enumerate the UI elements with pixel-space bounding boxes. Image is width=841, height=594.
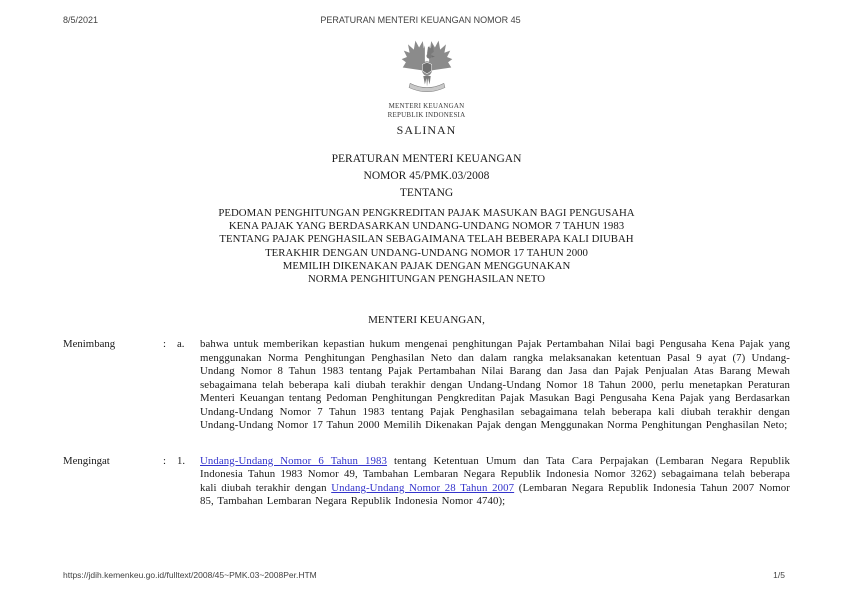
regulation-number: NOMOR 45/PMK.03/2008 [363,170,490,182]
law-link[interactable]: Undang-Undang Nomor 28 Tahun 2007 [331,481,515,494]
regulation-heading: PERATURAN MENTERI KEUANGAN [331,153,522,165]
copy-stamp: SALINAN [396,123,457,137]
mengingat-section [63,455,790,509]
print-page-indicator: 1/5 [773,570,785,580]
menimbang-label: Menimbang [63,338,116,351]
regulation-title-line: KENA PAJAK YANG BERDASARKAN UNDANG-UNDANG NOMOR 7 TAHUN 1983 [228,220,625,233]
mengingat-colon: : [163,454,166,467]
menimbang-item-text: bahwa untuk memberikan kepastian hukum mengenai penghitungan Pajak Pertambahan Nilai bagi Pengusaha Kena Pajak yang menggunakan Norma Penghitungan Penghasilan Neto dan dalam rangka melaksanakan ketentuan Pasal 9 ayat (7) Undang-Undang Nomor 8 Tahun 1983 tentang Pajak Pertambahan Nilai Barang dan Jasa dan Pajak Penjualan Atas Barang Mewah sebagaimana telah beberapa kali diubah terakhir dengan Undang-Undang Nomor 18 Tahun 2000, perlu menetapkan Peraturan Menteri Keuangan tentang Pedoman Penghitungan Pengkreditan Pajak Masukan Bagi Pengusaha Kena Pajak yang Berdasarkan Undang-Undang Nomor 7 Tahun 1983 tentang Pajak Penghasilan sebagaimana telah beberapa kali diubah terakhir dengan Undang-Undang Nomor 17 Tahun 2000 Memilih Dikenakan Pajak dengan Menggunakan Norma Penghitungan Penghasilan Neto; [200,338,790,432]
law-link[interactable]: Undang-Undang Nomor 6 Tahun 1983 [200,454,388,467]
ministry-name-line2: REPUBLIK INDONESIA [387,110,466,119]
emblem-block [63,38,790,119]
menimbang-item-marker: a. [177,338,185,351]
print-footer [0,570,841,581]
mengingat-label: Mengingat [63,454,110,467]
paragraph-text: (Lembaran Negara Republik Indonesia Tahun 2007 Nomor 85, Tambahan Lembaran Negara Republik Indonesia Nomor 4740); [200,481,790,508]
regulation-title-line: TENTANG PAJAK PENGHASILAN SEBAGAIMANA TELAH BEBERAPA KALI DIUBAH [219,233,634,246]
regulation-title-line: MEMILIH DIKENAKAN PAJAK DENGAN MENGGUNAKAN [282,259,571,272]
regulation-title-line: PEDOMAN PENGHITUNGAN PENGKREDITAN PAJAK MASUKAN BAGI PENGUSAHA [218,207,635,219]
mengingat-item-marker: 1. [177,454,186,467]
paragraph-text: tentang Ketentuan Umum dan Tata Cara Perpajakan (Lembaran Negara Republik Indonesia Tahun 1983 Nomor 49, Tambahan Lembaran Negara Republik Indonesia Nomor 3262) sebagaimana telah beberapa kali diubah terakhir dengan [200,454,791,494]
salutation: MENTERI KEUANGAN, [368,314,485,327]
regulation-title [63,207,790,286]
print-date: 8/5/2021 [63,15,99,25]
menimbang-colon: : [163,338,166,351]
regulation-title-line: TERAKHIR DENGAN UNDANG-UNDANG NOMOR 17 TAHUN 2000 [265,246,588,259]
document-page [63,38,790,509]
print-source-url: https://jdih.kemenkeu.go.id/fulltext/2008/45~PMK.03~2008Per.HTM [63,570,317,580]
garuda-pancasila-icon [400,38,454,96]
mengingat-item-text [200,455,790,509]
print-header [0,15,841,27]
regulation-title-line: NORMA PENGHITUNGAN PENGHASILAN NETO [307,273,546,286]
ministry-name-line1: MENTERI KEUANGAN [388,102,465,110]
print-doc-title: PERATURAN MENTERI KEUANGAN NOMOR 45 [320,15,521,25]
menimbang-section [63,338,790,433]
about-label: TENTANG [399,187,454,199]
